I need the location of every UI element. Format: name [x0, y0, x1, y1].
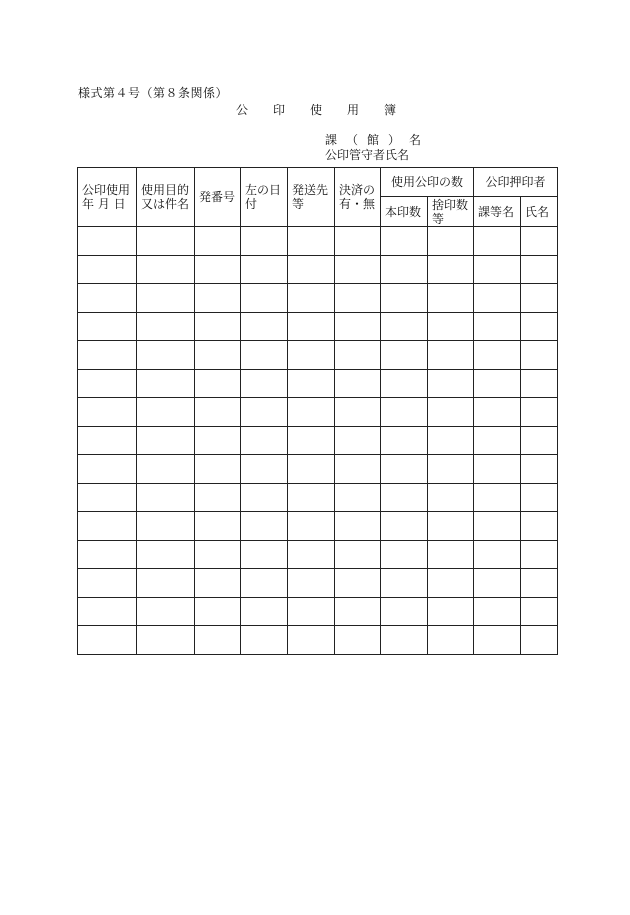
table-cell[interactable]	[474, 284, 521, 313]
table-cell[interactable]	[241, 597, 288, 626]
table-cell[interactable]	[474, 540, 521, 569]
header-stamper-group: 公印押印者	[474, 168, 558, 197]
table-cell[interactable]	[78, 569, 137, 598]
table-cell[interactable]	[195, 426, 241, 455]
form-number: 様式第４号（第８条関係）	[78, 86, 229, 100]
table-cell[interactable]	[335, 626, 381, 655]
table-cell[interactable]	[137, 597, 195, 626]
header-stamper-name: 氏名	[521, 197, 558, 227]
header-recipient	[288, 168, 335, 227]
header-issue-number: 発番号	[195, 168, 241, 227]
table-cell[interactable]	[335, 569, 381, 598]
table-cell[interactable]	[521, 426, 558, 455]
table-cell[interactable]	[335, 597, 381, 626]
table-cell[interactable]	[241, 626, 288, 655]
table-cell[interactable]	[195, 512, 241, 541]
table-cell[interactable]	[137, 426, 195, 455]
table-cell[interactable]	[381, 341, 428, 370]
table-cell[interactable]	[381, 512, 428, 541]
table-cell[interactable]	[335, 369, 381, 398]
table-cell[interactable]	[335, 312, 381, 341]
table-cell[interactable]	[288, 284, 335, 313]
table-cell[interactable]	[137, 626, 195, 655]
header-purpose-line2: 又は件名	[141, 197, 190, 211]
table-row	[78, 255, 558, 284]
table-row	[78, 569, 558, 598]
table-cell[interactable]	[521, 455, 558, 484]
table-cell[interactable]	[195, 369, 241, 398]
table-cell[interactable]	[288, 626, 335, 655]
table-row	[78, 626, 558, 655]
table-cell[interactable]	[78, 341, 137, 370]
table-cell[interactable]	[381, 540, 428, 569]
table-cell[interactable]	[195, 483, 241, 512]
table-cell[interactable]	[474, 569, 521, 598]
table-cell[interactable]	[137, 483, 195, 512]
table-cell[interactable]	[428, 483, 474, 512]
table-cell[interactable]	[428, 569, 474, 598]
table-cell[interactable]	[137, 284, 195, 313]
table-cell[interactable]	[241, 398, 288, 427]
table-cell[interactable]	[335, 341, 381, 370]
table-cell[interactable]	[195, 312, 241, 341]
table-cell[interactable]	[521, 540, 558, 569]
header-recipient-line1: 発送先	[292, 183, 329, 197]
table-cell[interactable]	[381, 369, 428, 398]
header-seal-count-stamped	[428, 197, 474, 227]
table-row	[78, 540, 558, 569]
table-cell[interactable]	[288, 341, 335, 370]
table-cell[interactable]	[474, 312, 521, 341]
table-cell[interactable]	[521, 227, 558, 256]
table-cell[interactable]	[474, 255, 521, 284]
table-cell[interactable]	[474, 398, 521, 427]
header-left-date-line1: 左の日	[245, 183, 282, 197]
table-cell[interactable]	[474, 426, 521, 455]
table-cell[interactable]	[474, 626, 521, 655]
table-cell[interactable]	[78, 626, 137, 655]
table-row	[78, 398, 558, 427]
table-cell[interactable]	[78, 255, 137, 284]
header-seal-count-stamped-line2: 等	[432, 211, 445, 226]
table-cell[interactable]	[521, 255, 558, 284]
table-cell[interactable]	[381, 569, 428, 598]
custodian-label: 公印管守者氏名	[325, 148, 410, 162]
table-cell[interactable]	[78, 398, 137, 427]
table-cell[interactable]	[428, 626, 474, 655]
table-cell[interactable]	[241, 227, 288, 256]
header-date-line2: 年 月 日	[82, 197, 126, 211]
table-cell[interactable]	[195, 569, 241, 598]
table-cell[interactable]	[288, 483, 335, 512]
table-cell[interactable]	[521, 284, 558, 313]
table-cell[interactable]	[521, 626, 558, 655]
header-left-date	[241, 168, 288, 227]
table-cell[interactable]	[241, 483, 288, 512]
table-cell[interactable]	[521, 398, 558, 427]
table-cell[interactable]	[241, 341, 288, 370]
table-cell[interactable]	[288, 255, 335, 284]
table-row	[78, 341, 558, 370]
table-cell[interactable]	[428, 597, 474, 626]
table-cell[interactable]	[335, 455, 381, 484]
table-cell[interactable]	[137, 227, 195, 256]
table-cell[interactable]	[78, 284, 137, 313]
header-approval	[335, 168, 381, 227]
table-cell[interactable]	[381, 227, 428, 256]
table-cell[interactable]	[241, 312, 288, 341]
table-cell[interactable]	[195, 255, 241, 284]
table-cell[interactable]	[137, 341, 195, 370]
table-row	[78, 312, 558, 341]
table-cell[interactable]	[428, 284, 474, 313]
table-cell[interactable]	[241, 426, 288, 455]
header-stamper-dept: 課等名	[474, 197, 521, 227]
table-cell[interactable]	[195, 597, 241, 626]
table-cell[interactable]	[428, 398, 474, 427]
table-cell[interactable]	[288, 227, 335, 256]
table-cell[interactable]	[521, 341, 558, 370]
table-cell[interactable]	[137, 569, 195, 598]
table-cell[interactable]	[335, 426, 381, 455]
table-row	[78, 369, 558, 398]
table-cell[interactable]	[335, 483, 381, 512]
table-cell[interactable]	[78, 369, 137, 398]
table-cell[interactable]	[381, 426, 428, 455]
table-cell[interactable]	[137, 398, 195, 427]
table-cell[interactable]	[241, 255, 288, 284]
header-row	[78, 168, 558, 197]
table-cell[interactable]	[521, 569, 558, 598]
table-row	[78, 483, 558, 512]
table-cell[interactable]	[521, 369, 558, 398]
table-cell[interactable]	[521, 597, 558, 626]
header-approval-line2: 有・無	[339, 197, 376, 211]
table-cell[interactable]	[474, 512, 521, 541]
table-cell[interactable]	[474, 597, 521, 626]
table-cell[interactable]	[78, 483, 137, 512]
table-cell[interactable]	[288, 398, 335, 427]
table-cell[interactable]	[381, 483, 428, 512]
table-cell[interactable]	[381, 597, 428, 626]
table-cell[interactable]	[195, 455, 241, 484]
table-cell[interactable]	[137, 512, 195, 541]
table-cell[interactable]	[195, 341, 241, 370]
table-cell[interactable]	[195, 398, 241, 427]
header-purpose-line1: 使用目的	[141, 183, 190, 197]
page-title: 公印使用簿	[236, 103, 422, 117]
table-cell[interactable]	[241, 540, 288, 569]
header-approval-line1: 決済の	[339, 183, 376, 197]
table-cell[interactable]	[241, 369, 288, 398]
table-cell[interactable]	[428, 540, 474, 569]
table-cell[interactable]	[195, 227, 241, 256]
table-cell[interactable]	[335, 398, 381, 427]
table-cell[interactable]	[381, 626, 428, 655]
table-cell[interactable]	[288, 455, 335, 484]
table-cell[interactable]	[78, 512, 137, 541]
header-seal-count-group: 使用公印の数	[381, 168, 474, 197]
table-cell[interactable]	[335, 255, 381, 284]
table-cell[interactable]	[381, 255, 428, 284]
table-cell[interactable]	[335, 512, 381, 541]
table-row	[78, 455, 558, 484]
table-cell[interactable]	[381, 312, 428, 341]
table-cell[interactable]	[428, 227, 474, 256]
table-cell[interactable]	[428, 512, 474, 541]
table-row	[78, 512, 558, 541]
table-cell[interactable]	[78, 227, 137, 256]
header-purpose	[137, 168, 195, 227]
table-cell[interactable]	[288, 597, 335, 626]
table-cell[interactable]	[241, 455, 288, 484]
table-cell[interactable]	[474, 341, 521, 370]
table-cell[interactable]	[381, 455, 428, 484]
table-cell[interactable]	[428, 426, 474, 455]
table-cell[interactable]	[474, 455, 521, 484]
table-cell[interactable]	[137, 369, 195, 398]
table-cell[interactable]	[137, 255, 195, 284]
table-cell[interactable]	[335, 540, 381, 569]
table-row	[78, 426, 558, 455]
table-row	[78, 227, 558, 256]
table-cell[interactable]	[335, 284, 381, 313]
table-cell[interactable]	[428, 255, 474, 284]
table-cell[interactable]	[428, 369, 474, 398]
table-cell[interactable]	[195, 540, 241, 569]
table-cell[interactable]	[195, 626, 241, 655]
table-cell[interactable]	[78, 312, 137, 341]
table-cell[interactable]	[137, 540, 195, 569]
table-cell[interactable]	[428, 455, 474, 484]
header-recipient-line2: 等	[292, 197, 305, 211]
table-cell[interactable]	[288, 540, 335, 569]
table-cell[interactable]	[335, 227, 381, 256]
table-cell[interactable]	[241, 569, 288, 598]
table-row	[78, 284, 558, 313]
table-cell[interactable]	[474, 369, 521, 398]
table-body	[78, 227, 558, 655]
table-row	[78, 597, 558, 626]
table-cell[interactable]	[428, 312, 474, 341]
table-cell[interactable]	[241, 284, 288, 313]
header-left-date-line2: 付	[245, 197, 258, 211]
table-cell[interactable]	[78, 455, 137, 484]
table-cell[interactable]	[78, 597, 137, 626]
table-cell[interactable]	[288, 569, 335, 598]
table-cell[interactable]	[137, 455, 195, 484]
header-date-line1: 公印使用	[82, 183, 131, 197]
table-cell[interactable]	[288, 512, 335, 541]
table-cell[interactable]	[288, 426, 335, 455]
table-cell[interactable]	[137, 312, 195, 341]
header-seal-count-original: 本印数	[381, 197, 428, 227]
table-cell[interactable]	[521, 312, 558, 341]
table-cell[interactable]	[78, 426, 137, 455]
table-cell[interactable]	[195, 284, 241, 313]
table-cell[interactable]	[241, 512, 288, 541]
table-cell[interactable]	[381, 284, 428, 313]
table-cell[interactable]	[474, 227, 521, 256]
dept-label: 課（館）名	[325, 133, 431, 147]
header-seal-count-stamped-line1: 捨印数	[432, 197, 469, 212]
table-cell[interactable]	[78, 540, 137, 569]
table-cell[interactable]	[428, 341, 474, 370]
header-date	[78, 168, 137, 227]
table-cell[interactable]	[521, 483, 558, 512]
table-cell[interactable]	[474, 483, 521, 512]
table-cell[interactable]	[381, 398, 428, 427]
table-cell[interactable]	[288, 312, 335, 341]
table-cell[interactable]	[288, 369, 335, 398]
seal-usage-table	[77, 167, 558, 655]
table-cell[interactable]	[521, 512, 558, 541]
